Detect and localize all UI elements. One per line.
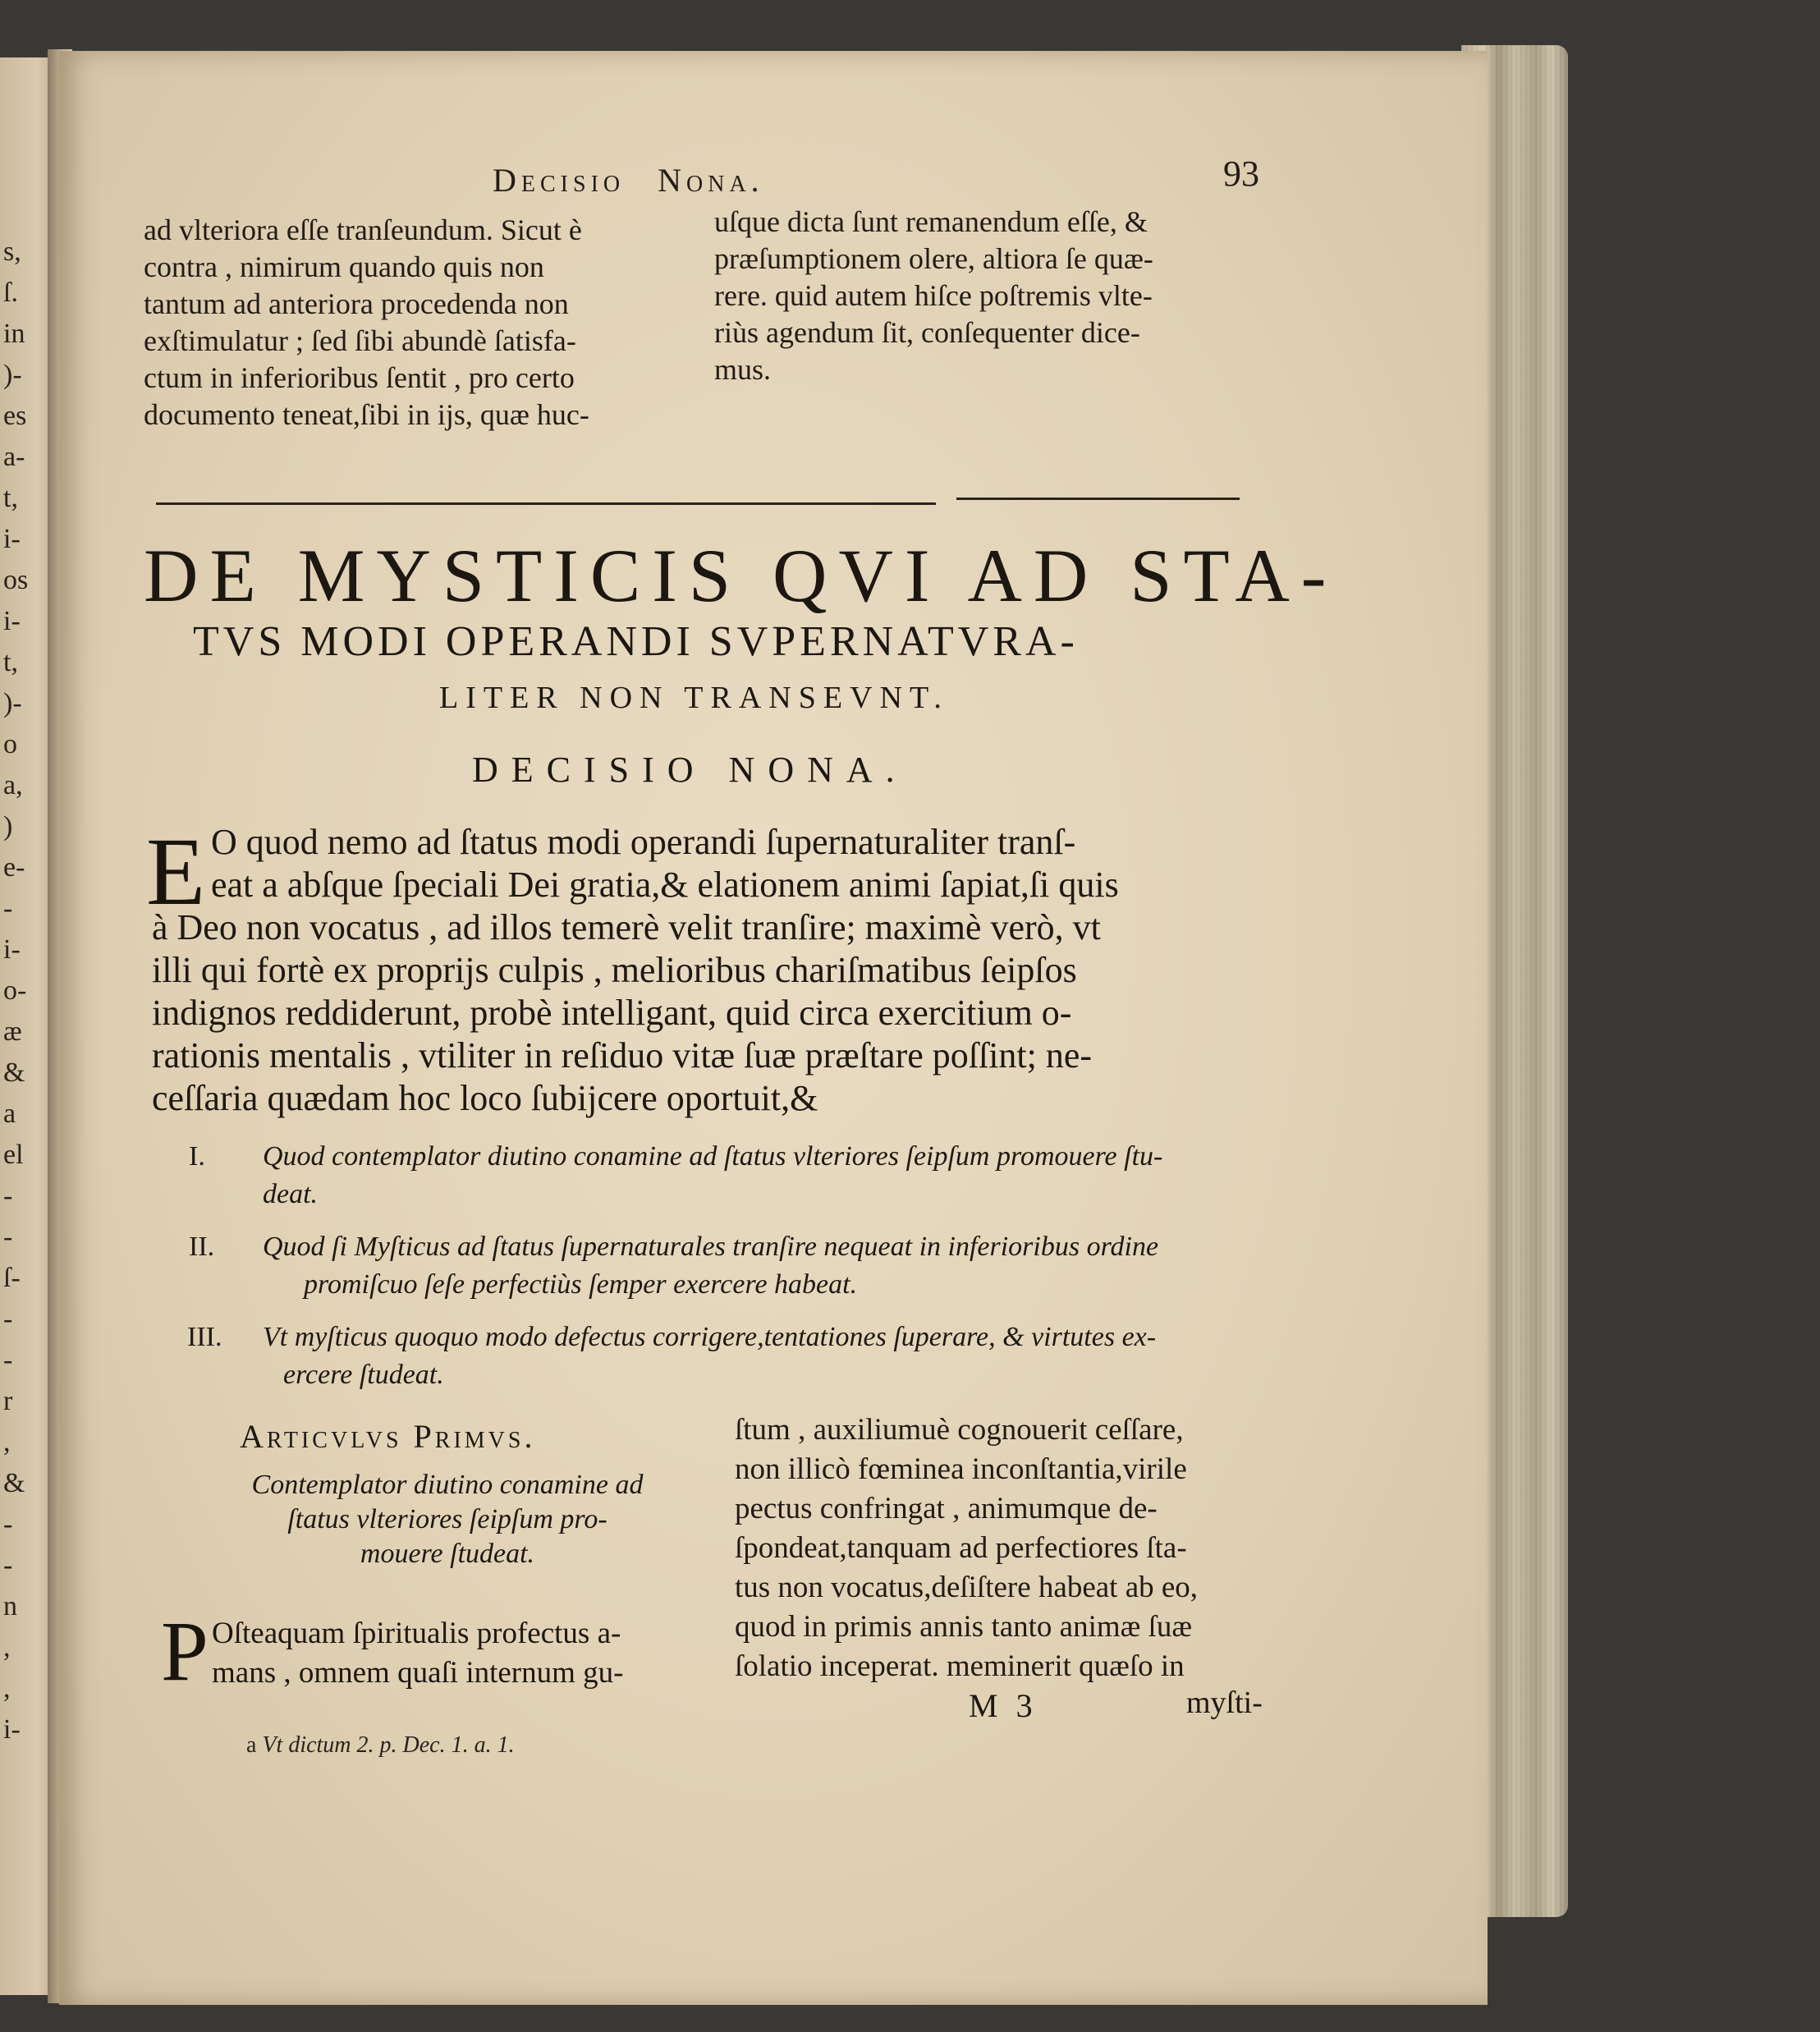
left-page-fragment: in — [3, 319, 25, 349]
left-page-fragment: )- — [3, 688, 22, 718]
left-page-fragment: i- — [3, 934, 21, 965]
list-item — [189, 1141, 1305, 1223]
left-page-fragment: , — [3, 1673, 11, 1704]
left-page-fragment: )- — [3, 360, 22, 390]
text-line: mus. — [714, 353, 772, 386]
text-line: pectus confringat , animumque de- — [735, 1492, 1158, 1525]
list-line: deat. — [263, 1179, 319, 1209]
text-line: exſtimulatur ; ſed ſibi abundè ſatisfa- — [144, 324, 576, 357]
list-number: I. — [189, 1141, 205, 1172]
drop-cap: E — [146, 818, 206, 925]
left-page-fragment: , — [3, 1632, 11, 1663]
article-subtitle — [176, 1468, 718, 1571]
signature-mark: M 3 — [969, 1687, 1038, 1724]
left-page-fragment: t, — [3, 483, 18, 513]
text-line: non illicò fœminea inconſtantia,virile — [735, 1452, 1187, 1486]
running-head-word2: Nona. — [658, 162, 764, 199]
left-page-fragment: a — [3, 1099, 16, 1129]
left-page-fragment: a- — [3, 442, 25, 472]
text-line: ad vlteriora eſſe tranſeundum. Sicut è — [144, 213, 582, 246]
left-page-fragment: o — [3, 729, 17, 759]
text-line: ſtatus vlteriores ſeipſum pro- — [287, 1504, 607, 1534]
text-line: rationis mentalis , vtiliter in reſiduo vitæ ſuæ præſtare poſſint; ne- — [152, 1035, 1093, 1076]
left-page-fragment: & — [3, 1468, 25, 1498]
left-page-fragment: æ — [3, 1016, 22, 1047]
text-line: à Deo non vocatus , ad illos temerè velit tranſire; maximè verò, vt — [152, 907, 1101, 947]
left-page-fragment: el — [3, 1140, 24, 1170]
text-line: ſtum , auxiliumuè cognouerit ceſſare, — [735, 1413, 1184, 1447]
list-line: Quod ſi Myſticus ad ſtatus ſupernaturales tranſire nequeat in inferioribus ordine — [263, 1232, 1159, 1262]
text-line: tus non vocatus,deſiſtere habeat ab eo, — [735, 1571, 1199, 1604]
top-left-column — [144, 212, 702, 433]
bottom-right-column — [735, 1410, 1309, 1686]
text-line: illi qui fortè ex proprijs culpis , melioribus chariſmatibus ſeipſos — [152, 950, 1077, 990]
left-page-fragment: - — [3, 1304, 13, 1334]
left-page-fragment: a, — [3, 770, 23, 800]
text-line: Contemplator diutino conamine ad — [251, 1470, 644, 1500]
left-page-fragment: - — [3, 1550, 13, 1580]
text-line: O quod nemo ad ſtatus modi operandi ſupernaturaliter tranſ- — [211, 822, 1076, 862]
chapter-title-line1: DE MYSTICIS QVI AD STA- — [144, 534, 1338, 617]
left-page-fragment: o- — [3, 975, 27, 1006]
left-page-fragment: ) — [3, 811, 13, 842]
catchword: myſti- — [1186, 1686, 1263, 1720]
left-page-fragment: os — [3, 565, 29, 595]
drop-cap: P — [161, 1604, 209, 1699]
section-rule — [156, 502, 936, 505]
chapter-title-line2: TVS MODI OPERANDI SVPERNATVRA- — [193, 618, 1079, 665]
left-page-fragment: , — [3, 1427, 11, 1457]
left-page-fragment: - — [3, 1222, 13, 1252]
left-page-fragment: ſ. — [3, 278, 18, 308]
left-page-fragment: ſ- — [3, 1263, 21, 1293]
left-page-fragment: - — [3, 1509, 13, 1539]
left-page-fragment: - — [3, 1181, 13, 1211]
text-line: indignos reddiderunt, probè intelligant, quid circa exercitium o- — [152, 993, 1072, 1033]
text-line: ſpondeat,tanquam ad perfectiores ſta- — [735, 1531, 1187, 1565]
text-line: mans , omnem quaſi internum gu- — [212, 1656, 624, 1690]
running-head — [493, 161, 764, 200]
article-title: Articvlvs Primvs. — [240, 1418, 536, 1455]
running-head-word1: Decisio — [493, 162, 626, 199]
text-line: tantum ad anteriora procedenda non — [144, 287, 569, 320]
left-page-fragment: - — [3, 893, 13, 924]
top-right-column — [714, 204, 1289, 388]
left-page-fragment: i- — [3, 524, 21, 554]
text-line: contra , nimirum quando quis non — [144, 250, 544, 283]
section-rule — [956, 498, 1240, 500]
list-line: ercere ſtudeat. — [283, 1360, 444, 1390]
chapter-title-line3: LITER NON TRANSEVNT. — [439, 681, 949, 715]
text-line: Oſteaquam ſpiritualis profectus a- — [212, 1617, 621, 1650]
article-body — [212, 1614, 623, 1693]
page-number: 93 — [1223, 154, 1259, 194]
left-page-fragment: - — [3, 1345, 13, 1375]
text-line: ctum in inferioribus ſentit , pro certo — [144, 361, 575, 394]
left-page-fragment: s, — [3, 236, 21, 267]
text-line: documento teneat,ſibi in ijs, quæ huc- — [144, 398, 589, 431]
left-page-fragment: r — [3, 1386, 13, 1416]
list-line: Quod contemplator diutino conamine ad ſtatus vlteriores ſeipſum promouere ſtu- — [263, 1141, 1163, 1172]
list-item — [189, 1232, 1305, 1314]
text-line: uſque dicta ſunt remanendum eſſe, & — [714, 205, 1148, 238]
text-line: riùs agendum ſit, conſequenter dice- — [714, 316, 1140, 349]
text-line: quod in primis annis tanto animæ ſuæ — [735, 1610, 1193, 1644]
left-page-fragment: i- — [3, 606, 21, 636]
left-page-fragment: n — [3, 1591, 17, 1621]
text-line: præſumptionem olere, altiora ſe quæ- — [714, 242, 1153, 275]
list-number: II. — [189, 1232, 215, 1262]
list-item — [189, 1322, 1305, 1404]
left-page-fragment: i- — [3, 1714, 21, 1745]
left-page-fragment: t, — [3, 647, 18, 677]
text-line: eat a abſque ſpeciali Dei gratia,& elationem animi ſapiat,ſi quis — [211, 865, 1119, 905]
list-line: promiſcuo ſeſe perfectiùs ſemper exercere habeat. — [304, 1269, 858, 1300]
left-page-fragment: & — [3, 1057, 25, 1088]
body-paragraph — [152, 821, 1293, 1120]
footnote-text: Vt dictum 2. p. Dec. 1. a. 1. — [262, 1732, 515, 1758]
text-line: ceſſaria quædam hoc loco ſubijcere oportuit,& — [152, 1078, 818, 1118]
text-line: rere. quid autem hiſce poſtremis vlte- — [714, 279, 1153, 312]
list-number: III. — [187, 1322, 222, 1352]
left-page-fragment: e- — [3, 852, 25, 883]
text-line: ſolatio inceperat. meminerit quæſo in — [735, 1649, 1185, 1683]
left-page-fragment: es — [3, 401, 27, 431]
footnote-mark: a — [246, 1732, 257, 1758]
list-line: Vt myſticus quoquo modo defectus corrigere,tentationes ſuperare, & virtutes ex- — [263, 1322, 1157, 1352]
decisio-heading: DECISIO NONA. — [472, 750, 908, 790]
footnote — [246, 1732, 515, 1759]
text-line: mouere ſtudeat. — [360, 1539, 535, 1569]
